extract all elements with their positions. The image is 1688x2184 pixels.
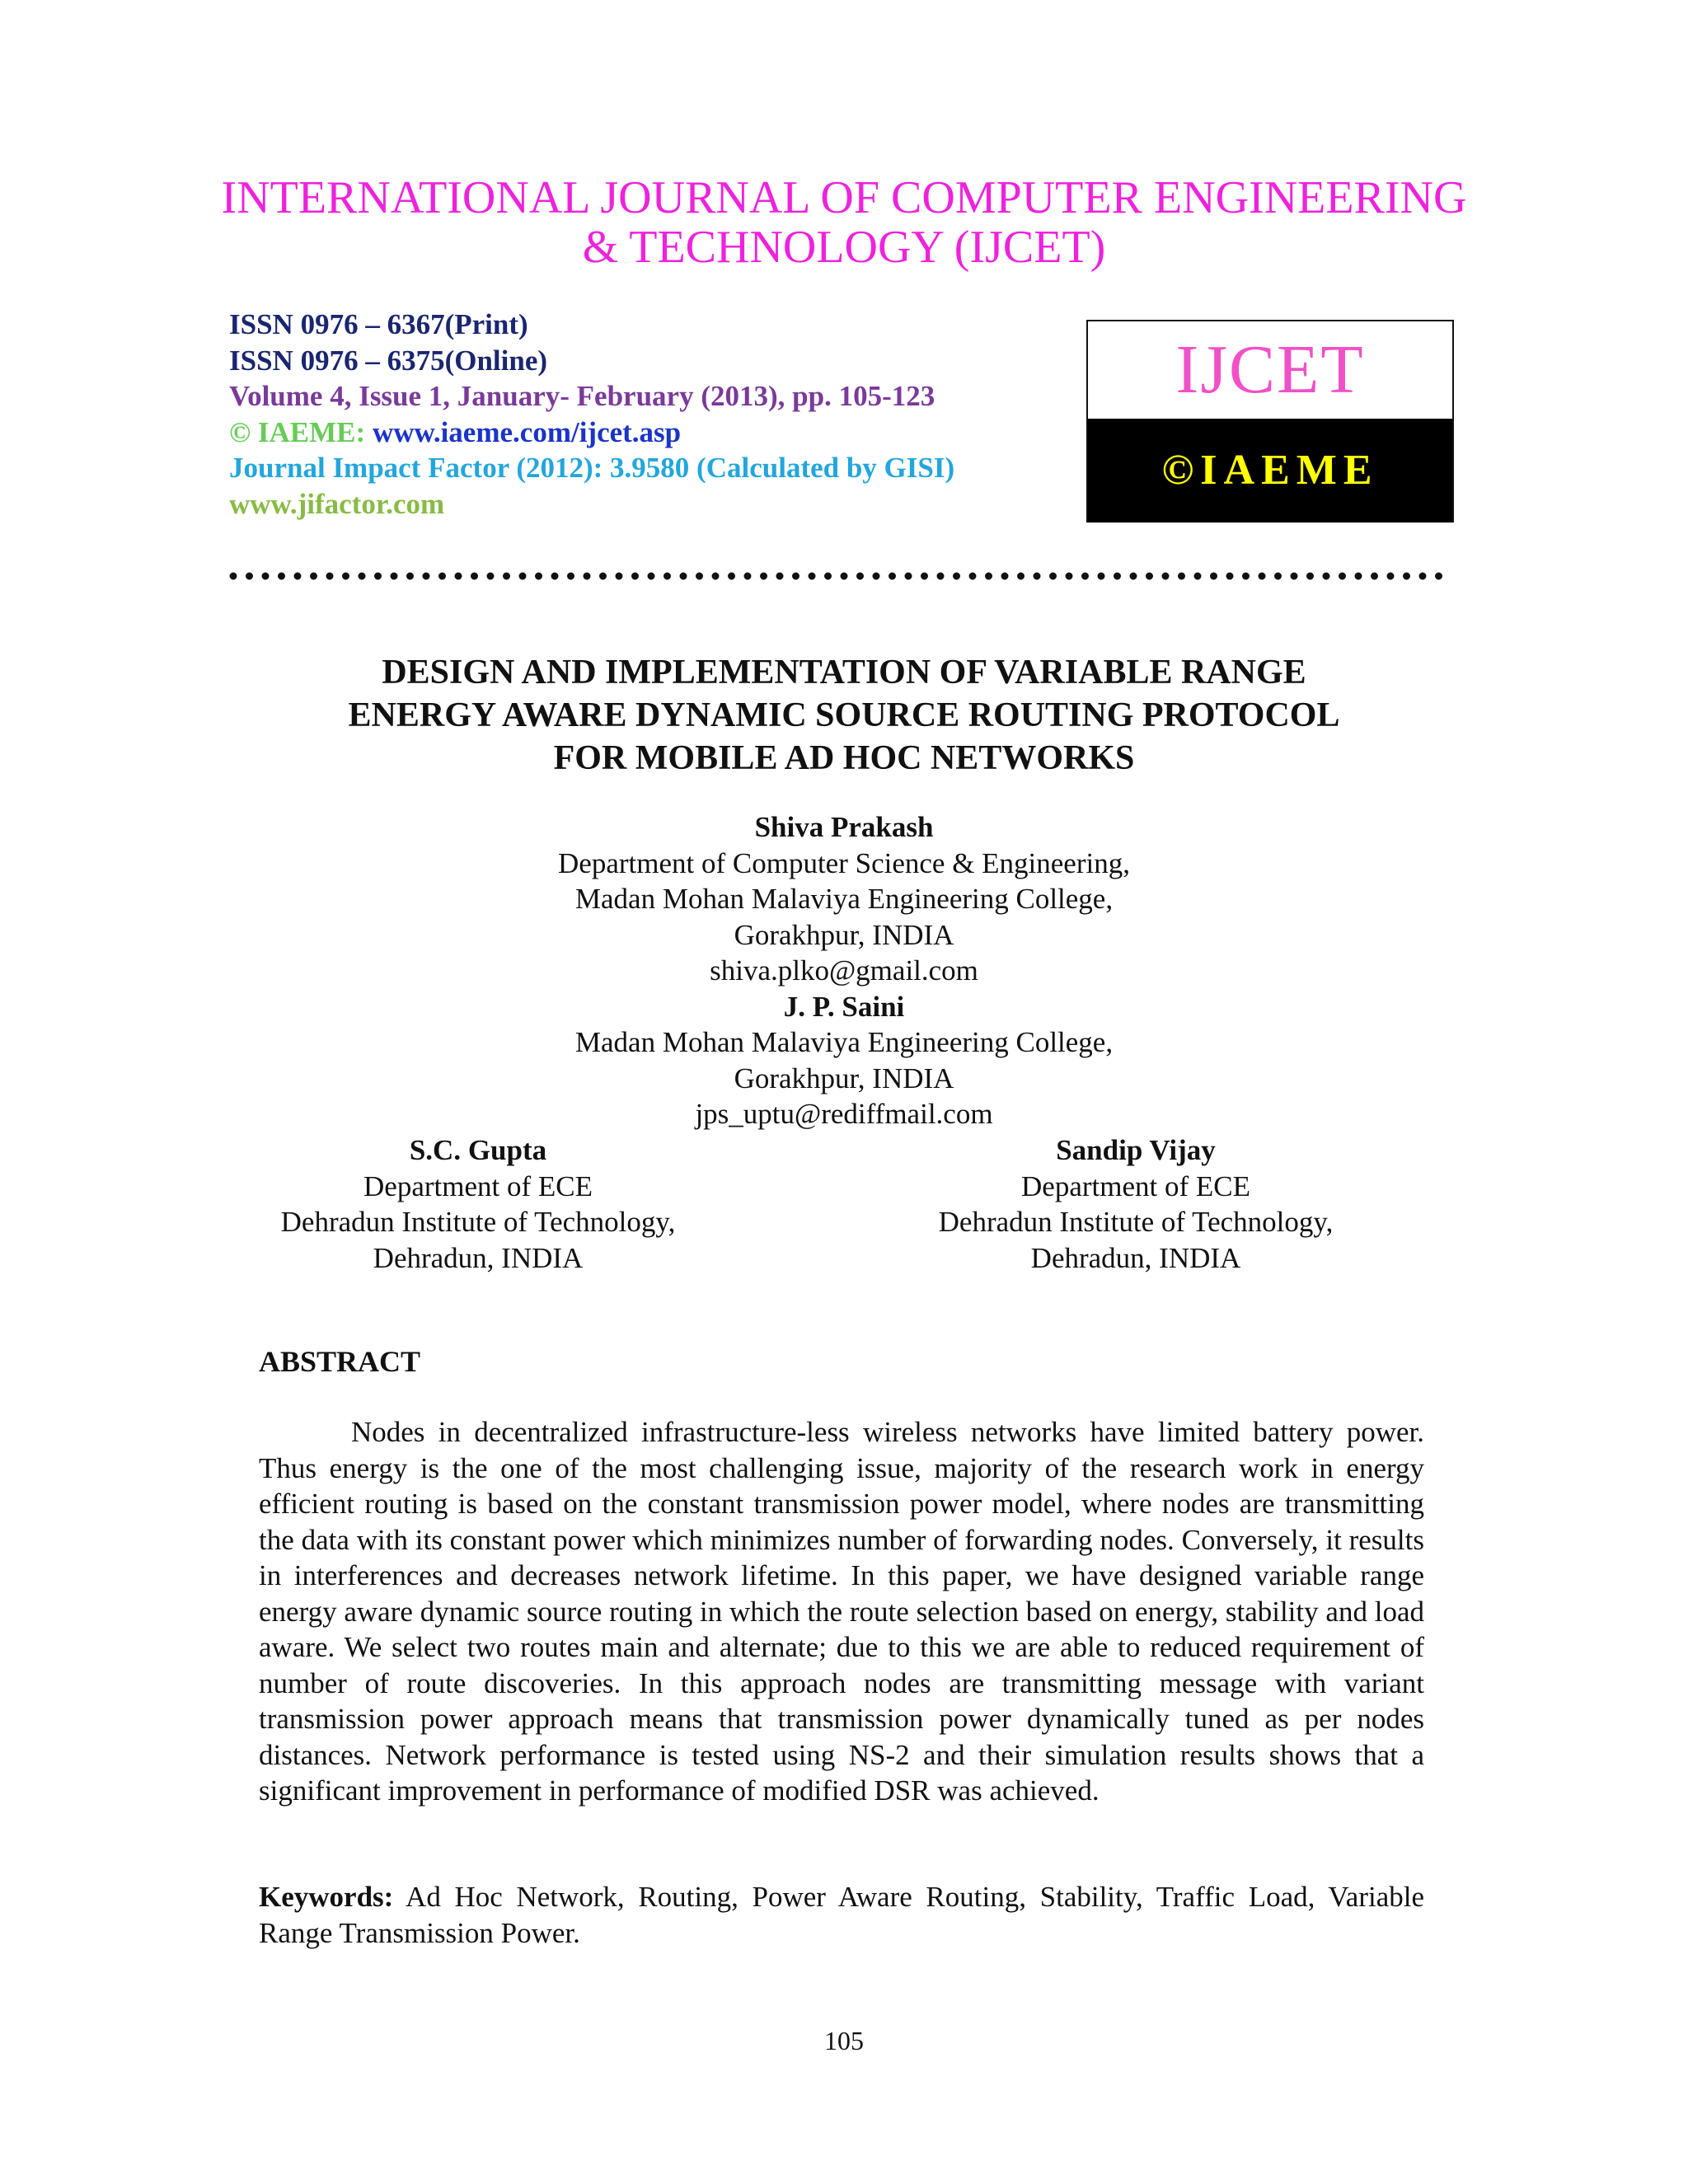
author-left-column [190,1132,767,1276]
paper-title-line2: ENERGY AWARE DYNAMIC SOURCE ROUTING PROTOCOL [348,696,1340,734]
author-email: shiva.plko@gmail.com [710,954,978,987]
journal-title-line1: INTERNATIONAL JOURNAL OF COMPUTER ENGINEERING [221,172,1467,223]
paper-title-line3: FOR MOBILE AD HOC NETWORKS [553,739,1135,777]
jifactor-url-link[interactable]: www.jifactor.com [229,487,445,520]
author-college: Madan Mohan Malaviya Engineering College, [574,883,1114,915]
author-dept: Department of ECE [363,1169,593,1202]
logo-iaeme-text: ©IAEME [1088,419,1452,523]
author-location: Dehradun, INDIA [373,1241,584,1274]
iaeme-label: © IAEME: [229,415,373,448]
impact-factor: Journal Impact Factor (2012): 3.9580 (Calculated by GISI) [229,452,955,484]
page-number: 105 [824,2026,864,2055]
abstract-body: Nodes in decentralized infrastructure-less wireless networks have limited battery power. Thus energy is the one of the most challenging issue, majority of the research work in energy efficient routing is based on the constant transmission power model, where nodes are transmitting the data with its constant power which minimizes number of forwarding nodes. Conversely, it results in interferences and decreases network lifetime. In this paper, we have designed variable range energy aware dynamic source routing in which the route selection based on energy, stability and load aware. We select two routes main and alternate; due to this we are able to reduced requirement of number of route discoveries. In this approach nodes are transmitting message with variant transmission power approach means that transmission power dynamically tuned as per nodes distances. Network performance is tested using NS-2 and their simulation results shows that a significant improvement in performance of modified DSR was achieved. [259,1416,1424,1807]
abstract-heading: ABSTRACT [259,1345,421,1378]
iaeme-line [229,415,954,451]
author-location: Dehradun, INDIA [1030,1241,1241,1274]
author-institute: Dehradun Institute of Technology, [280,1206,676,1238]
journal-title [0,173,1688,272]
author-name: S.C. Gupta [409,1134,547,1166]
author-institute: Dehradun Institute of Technology, [938,1206,1334,1238]
author-college: Madan Mohan Malaviya Engineering College, [574,1026,1114,1058]
keywords-text: Ad Hoc Network, Routing, Power Aware Routing, Stability, Traffic Load, Variable Range Transmission Power. [259,1881,1424,1949]
author-right-column [847,1132,1424,1276]
author-dept: Department of ECE [1021,1169,1250,1202]
author-dept: Department of Computer Science & Engineering, [558,846,1130,879]
keywords-label: Keywords: [259,1881,394,1913]
ijcet-logo [1086,320,1454,523]
author-email: jps_uptu@rediffmail.com [695,1098,993,1130]
authors-block [0,809,1688,1132]
dotted-divider [229,570,1454,582]
author-location: Gorakhpur, INDIA [734,1062,954,1094]
paper-title-line1: DESIGN AND IMPLEMENTATION OF VARIABLE RANGE [382,654,1306,691]
iaeme-url-link[interactable]: www.iaeme.com/ijcet.asp [372,415,682,448]
author-name: J. P. Saini [783,990,905,1023]
journal-title-line2: & TECHNOLOGY (IJCET) [582,222,1106,273]
author-location: Gorakhpur, INDIA [734,918,954,951]
paper-title [0,651,1688,780]
keywords [259,1879,1424,1951]
issn-online: ISSN 0976 – 6375(Online) [229,344,548,377]
author-name: Sandip Vijay [1056,1134,1216,1166]
journal-metadata [229,307,954,522]
author-name: Shiva Prakash [754,811,934,843]
volume-info: Volume 4, Issue 1, January- February (2013), pp. 105-123 [229,380,935,412]
logo-ijcet-text: IJCET [1088,321,1452,419]
issn-print: ISSN 0976 – 6367(Print) [229,308,528,340]
